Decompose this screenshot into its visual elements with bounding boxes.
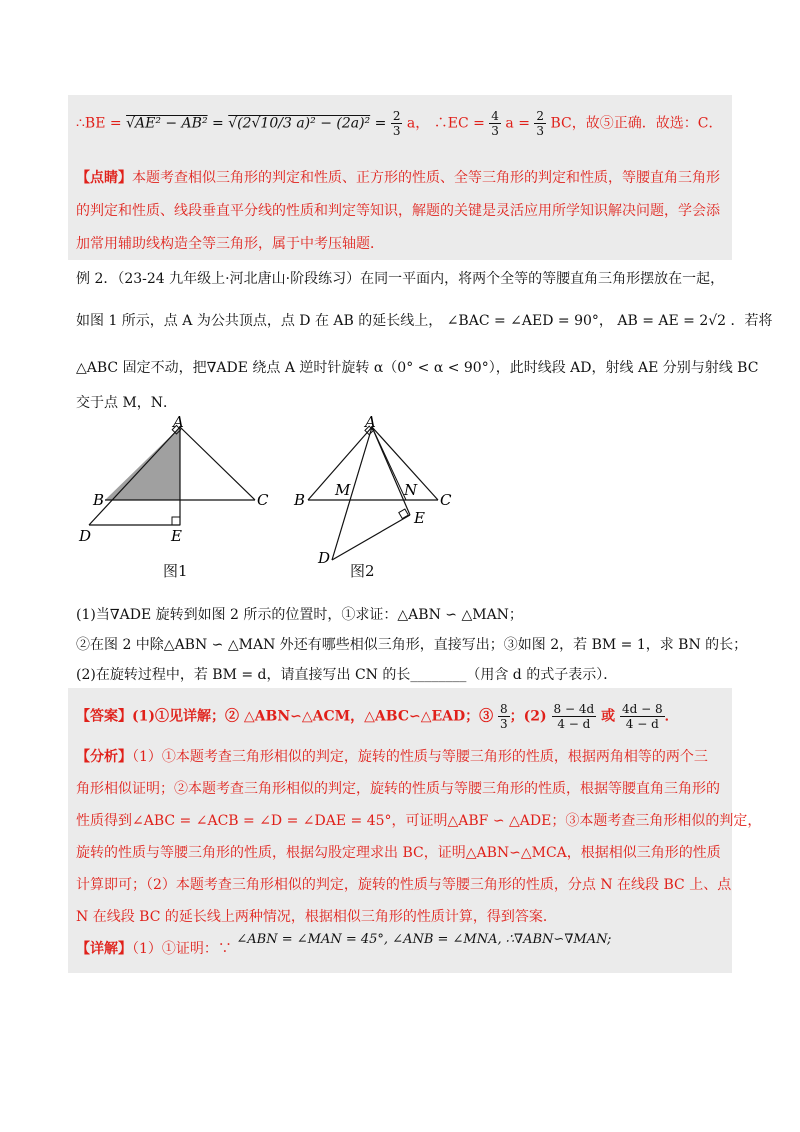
analysis-line-2: 角形相似证明；②本题考查三角形相似的判定，旋转的性质与等腰三角形的性质，根据等腰直角三角形的 [76,781,720,797]
fig2-label-d: D [318,549,331,567]
example-line-3: △ABC 固定不动，把∇ADE 绕点 A 逆时针旋转 α（0° < α < 90°），此时线段 AD，射线 AE 分别与射线 BC [76,360,759,376]
be-prefix: ∴BE = [76,115,122,132]
fig2-label-n: N [404,481,418,499]
fig2-label-c: C [440,491,452,509]
question-2: (2)在旋转过程中，若 BM = d，请直接写出 CN 的长________（用含 d 的式子表示）． [76,667,618,683]
comment-text-1: 本题考查相似三角形的判定和性质、正方形的性质、全等三角形的判定和性质，等腰直角三角形 [132,170,720,186]
ec-num: 4 [491,109,499,123]
answer-or: 或 [601,708,616,725]
question-1b: ②在图 2 中除△ABN ∽ △MAN 外还有哪些相似三角形，直接写出；③如图 2，若 BM = 1，求 BN 的长； [76,637,748,653]
answer-line [76,702,724,731]
ec-unit: a = [505,115,530,132]
fig1-label-e: E [171,527,182,545]
fig1-label-a: A [173,415,184,431]
ec-fraction [489,109,501,138]
detail-line [76,932,724,958]
be-result-den: 3 [392,124,401,138]
answer-frac-3-den: 4 − d [625,717,659,731]
answer-frac-3-num: 4d − 8 [621,702,663,716]
be-ec-line [76,109,724,138]
ec-num-2: 2 [536,109,545,123]
be-eq1: = [212,115,224,132]
answer-mid: ；(2) [509,708,547,725]
answer-frac-2-num: 8 − 4d [553,702,595,716]
example-section [68,262,773,412]
ec-den: 3 [491,124,499,138]
right-angle-e [172,517,180,525]
ec-den-2: 3 [536,124,545,138]
be-root2: √(2√10/3 a)² − (2a)² [228,115,371,132]
comment-line-2: 的判定和性质、线段垂直平分线的性质和判定等知识，解题的关键是灵活应用所学知识解决问题，学会添 [76,203,720,219]
answer-tag: 【答案】 [76,708,132,725]
comment-section [68,155,732,260]
seg2-an [372,427,406,500]
figure-1 [75,415,275,585]
comment-tag: 【点睛】 [76,170,132,186]
answer-frac-1-den: 3 [500,717,508,731]
example-line-4: 交于点 M，N． [76,395,178,411]
fig1-label-b: B [93,491,105,509]
detail-lead: （1）①证明：∵ [132,941,232,957]
fig2-label-e: E [414,509,425,527]
analysis-text-1: （1）①本题考查三角形相似的判定，旋转的性质与等腰三角形的性质，根据两角相等的两个三 [132,749,708,765]
ec-suffix: BC，故⑤正确．故选：C． [550,115,723,132]
fig2-label-b: B [294,491,306,509]
answer-frac-1 [498,702,510,731]
figure-1-caption: 图1 [163,562,188,580]
analysis-line-6: N 在线段 BC 的延长线上两种情况，根据相似三角形的性质计算，得到答案． [76,909,557,925]
ec-prefix: ∴EC = [433,115,485,132]
answer-part1: (1)①见详解；② △ABN∽△ACM，△ABC∽△EAD；③ [132,708,494,725]
figure-2 [290,415,465,585]
seg-ac [180,427,255,500]
figure-2-caption: 图2 [350,562,375,580]
figure-2-svg [290,415,465,585]
shaded-triangle [105,427,180,500]
questions-section [68,598,748,688]
analysis-tag: 【分析】 [76,749,132,765]
answer-section [68,688,762,973]
be-unit: a， [406,115,430,132]
solution-tail-section [68,95,732,155]
detail-tag: 【详解】 [76,941,132,957]
answer-frac-1-num: 8 [500,702,508,716]
example-line-2: 如图 1 所示，点 A 为公共顶点，点 D 在 AB 的延长线上， ∠BAC = ∠AED = 90°， AB = AE = 2√2 ．若将 [76,313,773,329]
fig2-label-m: M [335,481,351,499]
comment-line-3: 加常用辅助线构造全等三角形，属于中考压轴题． [76,236,384,252]
answer-frac-3 [620,702,665,731]
fig1-label-c: C [257,491,269,509]
analysis-line-5: 计算即可；（2）本题考查三角形相似的判定，旋转的性质与等腰三角形的性质，分点 N 在线段 BC 上、点 [76,877,732,893]
analysis-line-3: 性质得到∠ABC = ∠ACB = ∠D = ∠DAE = 45°，可证明△ABF ∽ △ADE；③本题考查三角形相似的判定， [76,813,762,829]
be-eq2: = [374,115,387,132]
question-1a: (1)当∇ADE 旋转到如图 2 所示的位置时，①求证：△ABN ∽ △MAN； [76,607,523,623]
fig1-label-d: D [79,527,92,545]
be-result-num: 2 [392,109,401,123]
be-result-fraction [391,109,403,138]
ec-fraction-2 [534,109,546,138]
answer-frac-2 [552,702,597,731]
comment-line-1 [76,167,724,187]
answer-end: ． [664,708,679,725]
fig2-label-a: A [365,415,376,431]
example-line-1: 例 2．（23-24 九年级上·河北唐山·阶段练习）在同一平面内，将两个全等的等腰直角三角形摆放在一起， [76,271,725,287]
analysis-line-4: 旋转的性质与等腰三角形的性质，根据勾股定理求出 BC，证明△ABN∽△MCA，根据相似三角形的性质 [76,845,721,861]
be-root1: √AE² − AB² [126,115,208,132]
analysis-line-1 [76,746,724,766]
answer-frac-2-den: 4 − d [557,717,591,731]
detail-formula: ∠ABN = ∠MAN = 45°, ∠ANB = ∠MNA, ∴∇ABN∽∇MAN; [236,932,612,947]
